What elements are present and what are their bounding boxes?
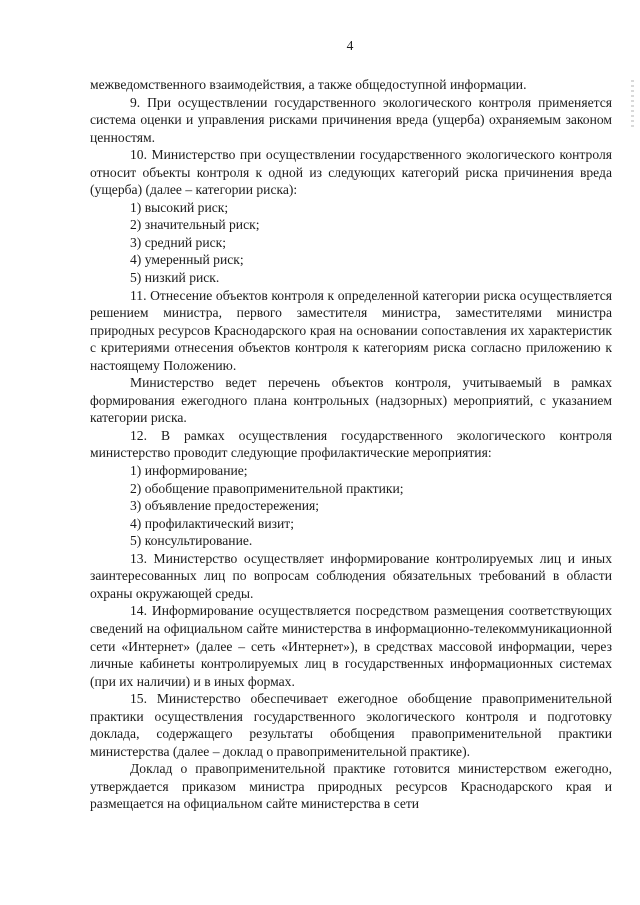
paragraph-13: 13. Министерство осуществляет информирование контролируемых лиц и иных заинтересованных лиц по вопросам соблюдения обязательных требований в области охраны окружающей среды. (90, 550, 612, 601)
paragraph-report: Доклад о правоприменительной практике готовится министерством ежегодно, утверждается приказом министра природных ресурсов Краснодарского края и размещается на официальном сайте министерства в сети (90, 761, 612, 812)
document-body (90, 76, 612, 813)
paragraph-continuation: межведомственного взаимодействия, а также общедоступной информации. (90, 77, 527, 92)
list-item-generalization: 2) обобщение правоприменительной практики; (130, 480, 404, 496)
list-item-risk-low: 5) низкий риск. (130, 270, 220, 286)
list-item-risk-high: 1) высокий риск; (130, 199, 229, 215)
paragraph-12: 12. В рамках осуществления государственного экологического контроля министерство проводит следующие профилактические мероприятия: (90, 427, 612, 461)
paragraph-objects-list: Министерство ведет перечень объектов контроля, учитываемый в рамках формирования ежегодного плана контрольных (надзорных) мероприятий, с указанием категории риска. (90, 375, 612, 426)
list-item-risk-medium: 3) средний риск; (130, 234, 227, 250)
list-item-informing: 1) информирование; (130, 463, 248, 479)
list-item-preventive-visit: 4) профилактический визит; (130, 515, 294, 531)
scan-artifact (631, 80, 634, 128)
list-item-risk-moderate: 4) умеренный риск; (130, 252, 244, 268)
list-item-risk-significant: 2) значительный риск; (130, 217, 260, 233)
paragraph-15: 15. Министерство обеспечивает ежегодное обобщение правоприменительной практики осуществления государственного экологического контроля и подготовку доклада, содержащего результаты обобщения правоприменительной практики министерства (далее – доклад о правоприменительной практике). (90, 691, 612, 759)
paragraph-14: 14. Информирование осуществляется посредством размещения соответствующих сведений на официальном сайте министерства в информационно-телекоммуникационной сети «Интернет» (далее – сеть «Интернет»), в средствах массовой информации, через личные кабинеты контролируемых лиц в государственных информационных системах (при их наличии) и в иных формах. (90, 603, 612, 689)
paragraph-11: 11. Отнесение объектов контроля к определенной категории риска осуществляется решением министра, первого заместителя министра, заместителями министра природных ресурсов Краснодарского края на основании сопоставления их характеристик с критериями отнесения объектов контроля к категориям риска согласно приложению к настоящему Положению. (90, 287, 612, 373)
list-item-warning: 3) объявление предостережения; (130, 498, 320, 514)
paragraph-10: 10. Министерство при осуществлении государственного экологического контроля относит объекты контроля к одной из следующих категорий риска причинения вреда (ущерба) (далее – категории риска): (90, 147, 612, 198)
paragraph-9: 9. При осуществлении государственного экологического контроля применяется система оценки и управления рисками причинения вреда (ущерба) охраняемым законом ценностям. (90, 94, 612, 145)
list-item-consulting: 5) консультирование. (130, 533, 253, 549)
page-number: 4 (346, 38, 354, 53)
